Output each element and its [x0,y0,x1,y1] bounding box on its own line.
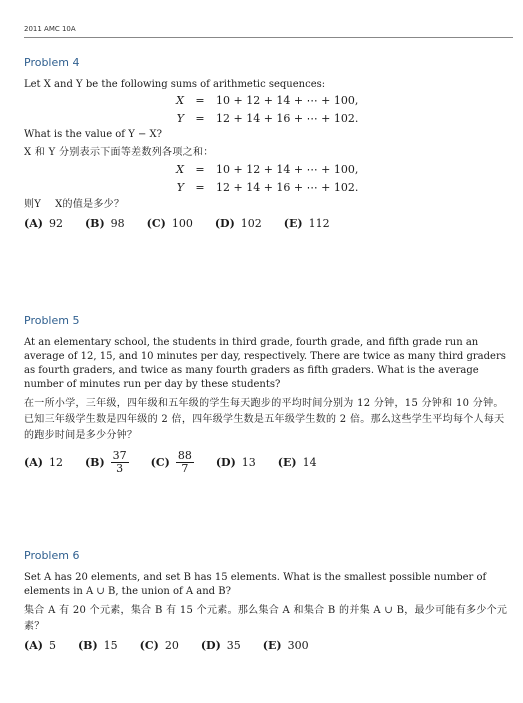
equation-row [24,110,513,128]
choice-a [24,639,56,652]
choice-value: 13 [241,456,256,469]
choice-b [78,639,118,652]
problem-5 [24,314,513,475]
choice-value: 15 [103,639,118,652]
problem-zh-text: 在一所小学，三年级，四年级和五年级的学生每天跑步的平均时间分别为 12 分钟，15 分钟和 10 分钟。已知三年级学生数是四年级的 2 倍，四年级学生数是五年级学生数的 2 倍。那么这些学生平均每个人每天的跑步时间是多少分钟？ [24,398,505,441]
choice-e [278,456,317,469]
problem-6 [24,549,513,652]
problem-title: Problem 5 [24,314,80,327]
equation-op: = [195,112,205,125]
document-title: 2011 AMC 10A [24,25,76,33]
choice-value: 92 [48,217,63,230]
choice-c [147,217,193,230]
equation-lhs: X [176,94,184,107]
choice-d [216,456,256,469]
choice-a [24,217,63,230]
equation-row [24,92,513,110]
choice-value: 12 [48,456,63,469]
choice-value: 300 [287,639,309,652]
problem-text: At an elementary school, the students in third grade, fourth grade, and fifth grade run an average of 12, 15, and 10 minutes per day, respectively. There are twice as many third graders as fourth graders, and twice as many fourth graders as fifth graders. What is the average number of minutes run per day by these students? [24,337,506,390]
choice-label: (E) [262,639,282,652]
choice-d [201,639,241,652]
equation-op: = [195,94,205,107]
choice-label: (D) [200,639,221,652]
choice-label: (A) [24,456,43,469]
choice-label: (C) [150,456,170,469]
equation-rhs: 12 + 14 + 16 + ⋯ + 102. [216,181,359,194]
equation-rhs: 10 + 12 + 14 + ⋯ + 100, [216,163,359,176]
problem-text: Set A has 20 elements, and set B has 15 elements. What is the smallest possible number of elements in A ∪ B, the union of A and B? [24,572,487,597]
equation-rhs: 10 + 12 + 14 + ⋯ + 100, [216,94,359,107]
choice-value: 100 [171,217,193,230]
choice-c [151,450,194,475]
equation-op: = [195,163,205,176]
equation-lhs: X [176,163,184,176]
choice-value: 102 [240,217,262,230]
problem-text: Let X and Y be the following sums of arithmetic sequences: [24,79,326,90]
choice-label: (E) [283,217,303,230]
fraction [176,450,194,475]
fraction-numerator: 37 [112,449,127,462]
choice-value: 14 [302,456,317,469]
problem-zh-text: 集合 A 有 20 个元素，集合 B 有 15 个元素。那么集合 A 和集合 B 的并集 A ∪ B，最少可能有多少个元素？ [24,605,508,632]
choice-label: (C) [146,217,166,230]
choice-label: (D) [215,456,236,469]
choice-label: (E) [277,456,297,469]
choice-c [140,639,179,652]
problem-title: Problem 6 [24,549,80,562]
choice-value: 98 [110,217,125,230]
choice-d [215,217,262,230]
choice-a [24,456,63,469]
choice-label: (B) [77,639,98,652]
answer-choices [24,217,513,230]
choice-label: (A) [24,639,43,652]
problem-zh-intro: X 和 Y 分别表示下面等差数列各项之和： [24,147,214,158]
problem-question: What is the value of Y − X? [24,129,163,140]
equation-row [24,179,513,197]
answer-choices [24,450,513,475]
equation-lhs: Y [176,181,184,194]
equation-row [24,161,513,179]
fraction-denominator: 7 [181,462,189,475]
equation-rhs: 12 + 14 + 16 + ⋯ + 102. [216,112,359,125]
choice-label: (B) [84,456,105,469]
choice-label: (A) [24,217,43,230]
equation-lhs: Y [176,112,184,125]
choice-label: (C) [139,639,159,652]
choice-e [284,217,330,230]
problem-4 [24,56,513,230]
choice-e [263,639,309,652]
fraction [111,450,129,475]
problem-zh-question: 则Y X的值是多少？ [24,199,125,210]
choice-label: (B) [84,217,105,230]
page-header [24,24,513,38]
equation-block [24,92,513,128]
choice-value: 5 [48,639,56,652]
zh-equation-block [24,161,513,197]
fraction-denominator: 3 [116,462,124,475]
choice-value: 35 [226,639,241,652]
header-divider [24,37,513,38]
choice-value: 20 [164,639,179,652]
fraction-numerator: 88 [177,449,192,462]
equation-op: = [195,181,205,194]
problem-title: Problem 4 [24,56,80,69]
choice-label: (D) [214,217,235,230]
choice-b [85,450,129,475]
choice-value: 112 [308,217,330,230]
answer-choices [24,639,513,652]
choice-b [85,217,125,230]
